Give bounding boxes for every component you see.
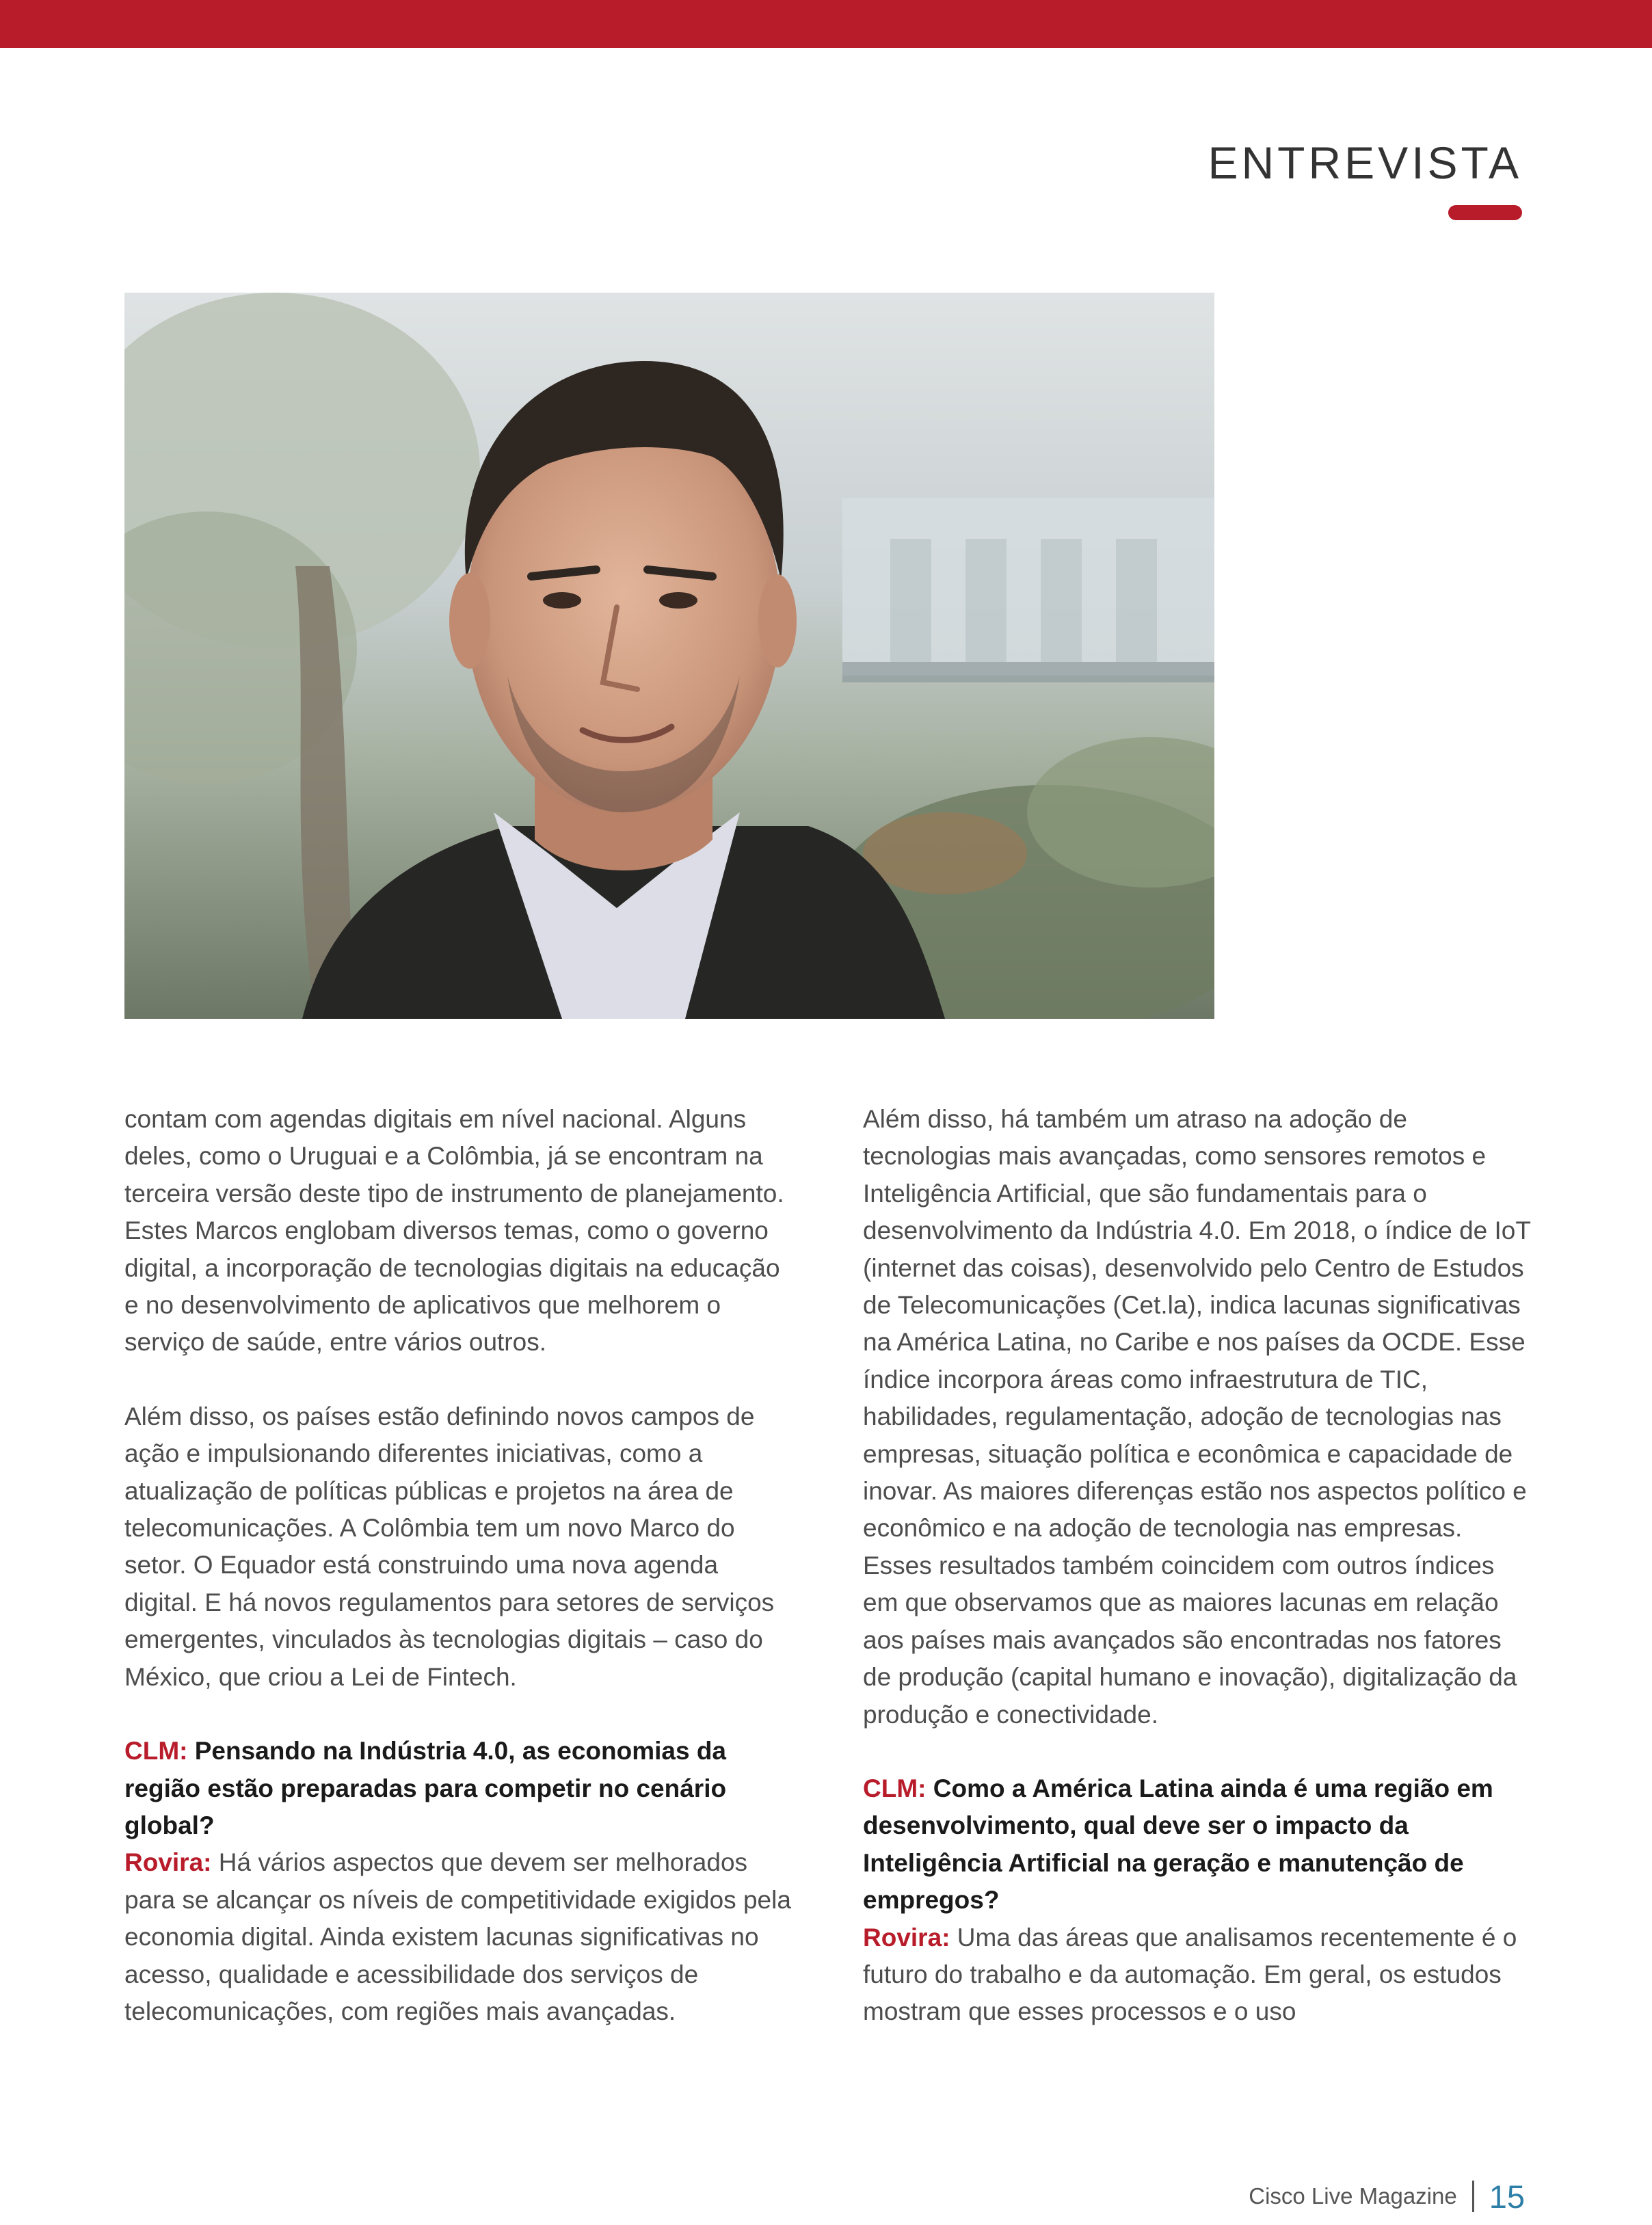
page-number: 15 — [1489, 2178, 1525, 2215]
left-paragraph-2: Além disso, os países estão definindo novos campos de ação e impulsionando diferentes iniciativas, como a atualização de políticas públicas e projetos na área de telecomunicações. A Colômbia tem um novo Marco do setor. O Equador está construindo uma nova agenda digital. E há novos regulamentos para setores de serviços emergentes, vinculados às tecnologias digitais – caso do México, que criou a Lei de Fintech. — [124, 1402, 775, 1691]
answer-1-text: Há vários aspectos que devem ser melhorados para se alcançar os níveis de competitividade exigidos pela economia digital. Ainda existem lacunas significativas no acesso, qualidade e acessibilidade dos serviços de telecomunicações, com regiões mais avançadas. — [124, 1848, 791, 2025]
footer-divider — [1472, 2181, 1474, 2212]
answer-2-label: Rovira: — [863, 1923, 950, 1951]
question-2-text: Como a América Latina ainda é uma região em desenvolvimento, qual deve ser o impacto da Inteligência Artificial na geração e manutenção de empregos? — [863, 1774, 1493, 1915]
left-column — [124, 1101, 795, 2067]
question-1 — [124, 1733, 795, 1844]
magazine-name: Cisco Live Magazine — [1249, 2183, 1457, 2209]
section-accent-bar — [1448, 205, 1522, 220]
portrait-photo — [124, 293, 1214, 1019]
answer-2-text: Uma das áreas que analisamos recentemente é o futuro do trabalho e da automação. Em geral, os estudos mostram que esses processos e o uso — [863, 1923, 1517, 2026]
portrait-illustration — [124, 293, 1214, 1019]
question-2 — [863, 1770, 1533, 1919]
answer-2 — [863, 1919, 1533, 2031]
question-1-text: Pensando na Indústria 4.0, as economias da região estão preparadas para competir no cenário global? — [124, 1737, 727, 1839]
answer-1-label: Rovira: — [124, 1848, 212, 1877]
page-footer — [1249, 2176, 1525, 2217]
right-paragraph-1: Além disso, há também um atraso na adoção de tecnologias mais avançadas, como sensores remotos e Inteligência Artificial, que são fundamentais para o desenvolvimento da Indústria 4.0. Em 2018, o índice de IoT (internet das coisas), desenvolvido pelo Centro de Estudos de Telecomunicações (Cet.la), indica lacunas significativas na América Latina, no Caribe e nos países da OCDE. Esse índice incorpora áreas como infraestrutura de TIC, habilidades, regulamentação, adoção de tecnologias nas empresas, situação política e econômica e capacidade de inovar. As maiores diferenças estão nos aspectos político e econômico e na adoção de tecnologia nas empresas. Esses resultados também coincidem com outros índices em que observamos que as maiores lacunas em relação aos países mais avançados são encontradas nos fatores de produção (capital humano e inovação), digitalização da produção e conectividade. — [863, 1105, 1531, 1729]
answer-1 — [124, 1844, 795, 2030]
right-column — [863, 1101, 1533, 2068]
question-2-label: CLM: — [863, 1774, 927, 1802]
top-accent-bar — [0, 0, 1652, 48]
question-1-label: CLM: — [124, 1737, 188, 1766]
left-paragraph-1: contam com agendas digitais em nível nacional. Alguns deles, como o Uruguai e a Colômbia, já se encontram na terceira versão deste tipo de instrumento de planejamento. Estes Marcos englobam diversos temas, como o governo digital, a incorporação de tecnologias digitais na educação e no desenvolvimento de aplicativos que melhorem o serviço de saúde, entre vários outros. — [124, 1105, 784, 1357]
section-label: ENTREVISTA — [1208, 137, 1522, 188]
